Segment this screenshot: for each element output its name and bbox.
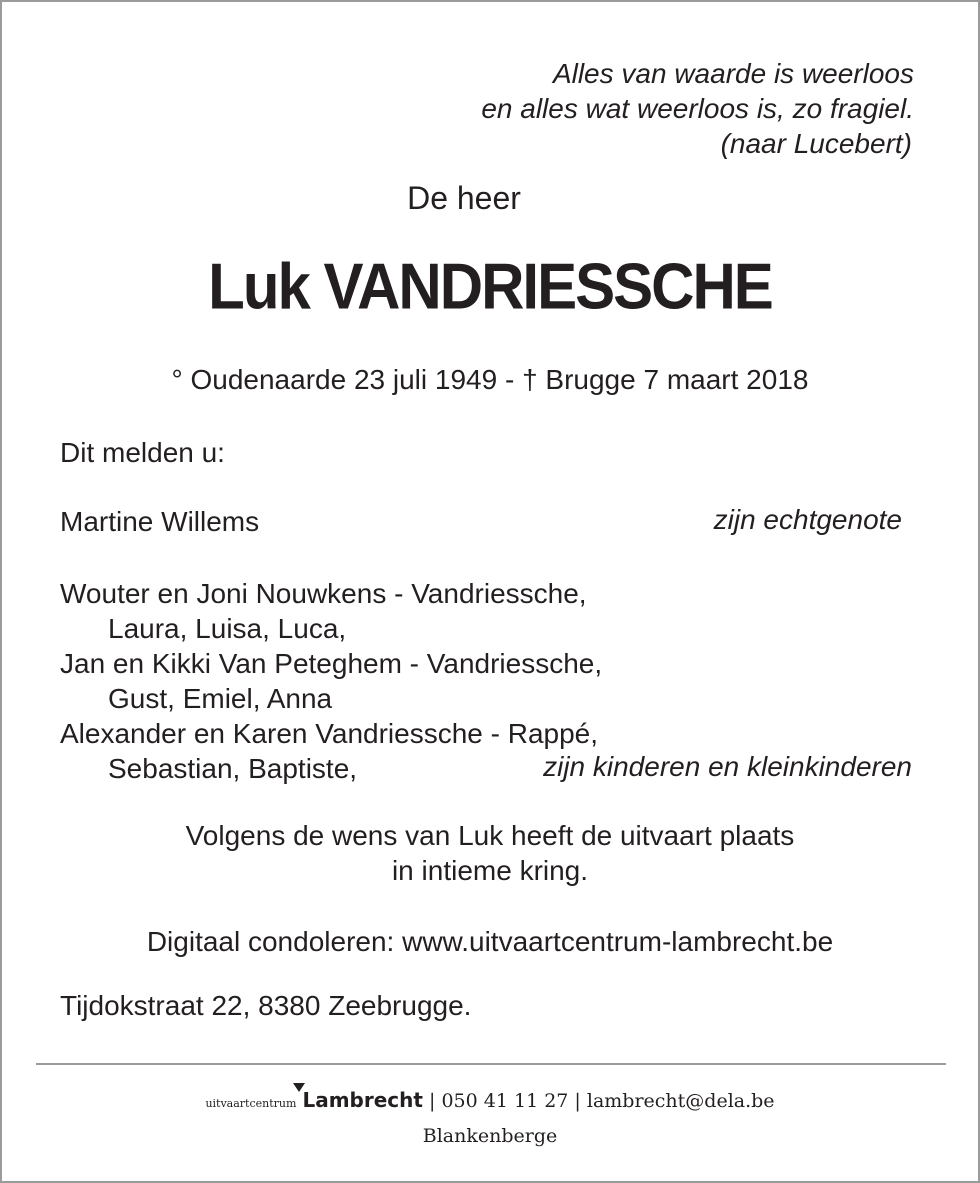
deceased-name: Luk VANDRIESSCHE bbox=[208, 250, 772, 323]
brand-triangle-icon bbox=[293, 1083, 305, 1092]
footer-contact-line bbox=[2, 1084, 978, 1120]
footer-separator-1: | bbox=[429, 1090, 436, 1112]
brand-prefix: uitvaartcentrum bbox=[205, 1097, 297, 1110]
footer-phone: 050 41 11 27 bbox=[441, 1090, 569, 1112]
footer-city: Blankenberge bbox=[422, 1125, 558, 1147]
announcement-intro: Dit melden u: bbox=[60, 437, 225, 468]
brand-name: Lambrecht bbox=[302, 1088, 423, 1112]
ceremony-line-1: Volgens de wens van Luk heeft de uitvaart plaats bbox=[185, 820, 795, 851]
family-line-2: Laura, Luisa, Luca, bbox=[108, 613, 347, 644]
family-line-3: Jan en Kikki Van Peteghem - Vandriessche, bbox=[60, 648, 603, 679]
quote-line-1: Alles van waarde is weerloos bbox=[552, 58, 914, 89]
life-dates: ° Oudenaarde 23 juli 1949 - † Brugge 7 maart 2018 bbox=[171, 364, 809, 395]
family-line-4: Gust, Emiel, Anna bbox=[108, 683, 333, 714]
footer-email: lambrecht@dela.be bbox=[586, 1090, 775, 1112]
family-line-1: Wouter en Joni Nouwkens - Vandriessche, bbox=[60, 578, 587, 609]
spouse-name: Martine Willems bbox=[60, 506, 260, 537]
condolence-line: Digitaal condoleren: www.uitvaartcentrum-lambrecht.be bbox=[146, 926, 834, 957]
footer-separator-2: | bbox=[574, 1090, 581, 1112]
footer bbox=[2, 1084, 978, 1152]
salutation: De heer bbox=[407, 180, 521, 216]
quote-attribution: (naar Lucebert) bbox=[720, 128, 912, 159]
family-line-6: Sebastian, Baptiste, bbox=[108, 753, 358, 784]
children-role: zijn kinderen en kleinkinderen bbox=[543, 751, 912, 782]
address: Tijdokstraat 22, 8380 Zeebrugge. bbox=[60, 990, 472, 1021]
brand-logo bbox=[302, 1088, 422, 1112]
footer-divider bbox=[36, 1063, 946, 1065]
ceremony-line-2: in intieme kring. bbox=[391, 855, 589, 886]
family-line-5: Alexander en Karen Vandriessche - Rappé, bbox=[60, 718, 599, 749]
quote-line-2: en alles wat weerloos is, zo fragiel. bbox=[481, 93, 914, 124]
spouse-role: zijn echtgenote bbox=[713, 504, 902, 535]
